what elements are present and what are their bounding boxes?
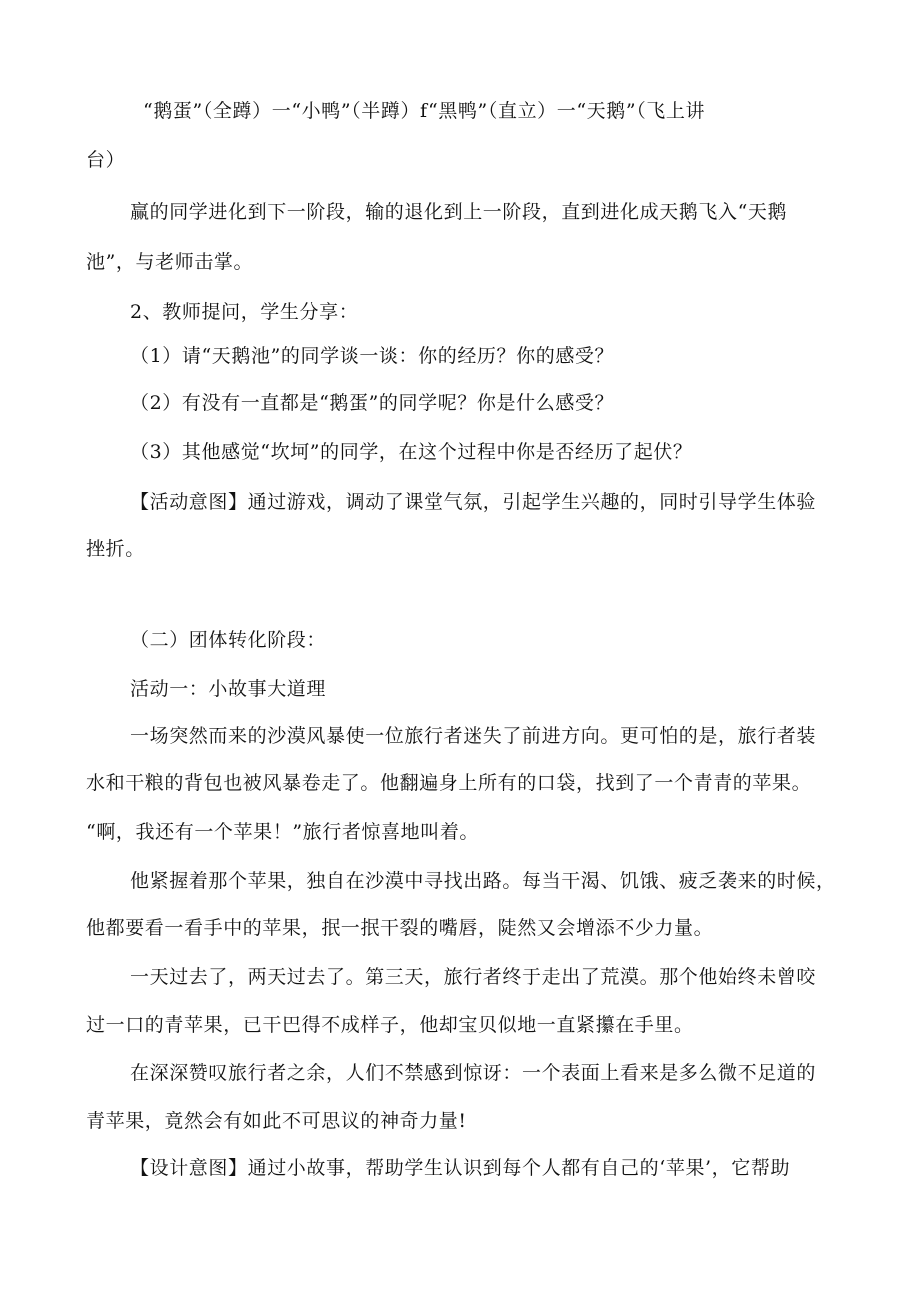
section-heading: （二）团体转化阶段：	[130, 629, 327, 651]
text-line: 2、教师提问，学生分享：	[130, 301, 359, 323]
text-line: 【活动意图】通过游戏，调动了课堂气氛，引起学生兴趣的，同时引导学生体验	[130, 491, 817, 513]
text-line: “鹅蛋”（全蹲）一“小鸭”（半蹲）f“黑鸭”（直立）一“天鹅”（飞上讲	[143, 100, 706, 122]
text-line: 一天过去了，两天过去了。第三天，旅行者终于走出了荒漠。那个他始终未曾咬	[130, 966, 817, 988]
text-line: 池”，与老师击掌。	[86, 251, 254, 273]
text-line: 他都要看一看手中的苹果，抿一抿干裂的嘴唇，陡然又会增添不少力量。	[86, 917, 714, 939]
text-line: 他紧握着那个苹果，独自在沙漠中寻找出路。每当干渴、饥饿、疲乏袭来的时候，	[130, 870, 836, 892]
text-line: （1）请“天鹅池”的同学谈一谈：你的经历？你的感受？	[130, 345, 615, 367]
text-line: 水和干粮的背包也被风暴卷走了。他翻遍身上所有的口袋，找到了一个青青的苹果。	[86, 772, 812, 794]
text-line: “啊，我还有一个苹果！”旅行者惊喜地叫着。	[86, 821, 480, 843]
text-line: 在深深赞叹旅行者之余，人们不禁感到惊讶：一个表面上看来是多么微不足道的	[130, 1062, 817, 1084]
text-line: 青苹果，竟然会有如此不可思议的神奇力量!	[86, 1110, 467, 1132]
text-line: （3）其他感觉“坎坷”的同学，在这个过程中你是否经历了起伏？	[130, 441, 693, 463]
text-line: 过一口的青苹果，已干巴得不成样子，他却宝贝似地一直紧攥在手里。	[86, 1014, 694, 1036]
text-line: 挫折。	[86, 538, 145, 560]
text-line: （2）有没有一直都是“鹅蛋”的同学呢？你是什么感受？	[130, 392, 615, 414]
text-line: 【设计意图】通过小故事，帮助学生认识到每个人都有自己的‘苹果’，它帮助	[130, 1157, 791, 1179]
text-line: 台）	[86, 149, 126, 171]
text-line: 一场突然而来的沙漠风暴使一位旅行者迷失了前进方向。更可怕的是，旅行者装	[130, 725, 817, 747]
text-line: 赢的同学进化到下一阶段，输的退化到上一阶段，直到进化成天鹅飞入“天鹅	[130, 201, 788, 223]
activity-title: 活动一：小故事大道理	[130, 678, 327, 700]
